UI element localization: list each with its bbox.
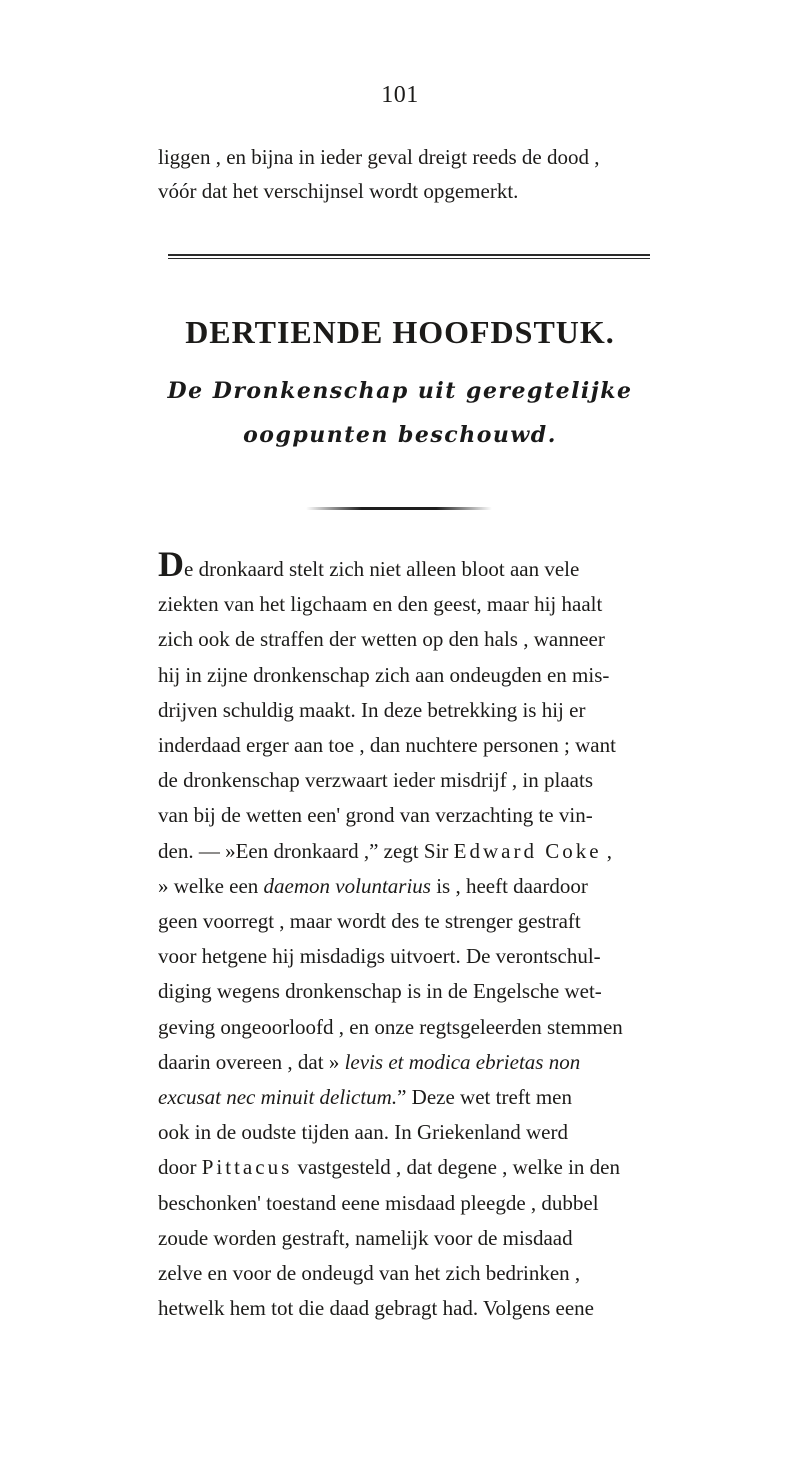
person-name: Edward Coke xyxy=(453,838,602,863)
body-line: beschonken' toestand eene misdaad pleegde , dubbel xyxy=(158,1190,599,1215)
chapter-subtitle-line: oogpunten beschouwd. xyxy=(243,422,557,448)
body-line: inderdaad erger aan toe , dan nuchtere personen ; want xyxy=(158,733,616,758)
body-line-text: vastgesteld , dat degene , welke in den xyxy=(292,1155,620,1180)
body-line: hij in zijne dronkenschap zich aan ondeugden en mis- xyxy=(158,662,610,687)
body-line: voor hetgene hij misdadigs uitvoert. De verontschul- xyxy=(158,944,601,969)
body-line xyxy=(158,869,688,904)
body-line-text: daarin overeen , dat » xyxy=(158,1049,345,1074)
drop-cap: D xyxy=(158,544,184,584)
body-line: zelve en voor de ondeugd van het zich bedrinken , xyxy=(158,1261,581,1286)
body-line: diging wegens dronkenschap is in de Engelsche wet- xyxy=(158,979,602,1004)
body-line: geving ongeoorloofd , en onze regtsgeleerden stemmen xyxy=(158,1014,623,1039)
chapter-title: DERTIENDE HOOFDSTUK. xyxy=(185,314,615,350)
body-line-text: , xyxy=(601,838,613,863)
body-line-text: door xyxy=(158,1155,202,1180)
body-line-text: den. — »Een dronkaard ,” zegt Sir xyxy=(158,838,454,863)
chapter-subtitle-line: De Dronkenschap uit geregtelijke xyxy=(167,378,633,404)
intro-line: vóór dat het verschijnsel wordt opgemerkt. xyxy=(158,179,519,203)
body-line: de dronkenschap verzwaart ieder misdrijf , in plaats xyxy=(158,768,594,793)
body-line-text: ” Deze wet treft men xyxy=(397,1085,572,1110)
latin-phrase: levis et modica ebrietas non xyxy=(344,1049,581,1074)
body-line: ziekten van het ligchaam en den geest, maar hij haalt xyxy=(158,592,603,617)
body-line xyxy=(158,1150,688,1185)
body-line xyxy=(158,834,688,869)
body-line: geen voorregt , maar wordt des te strenger gestraft xyxy=(158,909,581,934)
body-line-text: » welke een xyxy=(158,873,264,898)
person-name: Pittacus xyxy=(201,1155,293,1180)
latin-phrase: daemon voluntarius xyxy=(263,873,431,898)
intro-paragraph xyxy=(158,140,678,208)
chapter-divider-rule xyxy=(168,254,650,259)
body-line-text: is , heeft daardoor xyxy=(430,873,588,898)
ornamental-rule xyxy=(306,507,492,510)
latin-phrase: excusat nec minuit delictum. xyxy=(158,1085,398,1110)
body-line xyxy=(158,1045,688,1080)
body-line: hetwelk hem tot die daad gebragt had. Volgens eene xyxy=(158,1296,595,1321)
page-number: 101 xyxy=(381,82,419,108)
body-line: van bij de wetten een' grond van verzachting te vin- xyxy=(158,803,593,828)
body-line: drijven schuldig maakt. In deze betrekking is hij er xyxy=(158,697,586,722)
body-line: ook in de oudste tijden aan. In Griekenland werd xyxy=(158,1120,568,1145)
body-line xyxy=(158,1080,688,1115)
body-line: zoude worden gestraft, namelijk voor de misdaad xyxy=(158,1225,573,1250)
body-line: zich ook de straffen der wetten op den hals , wanneer xyxy=(158,627,605,652)
intro-line: liggen , en bijna in ieder geval dreigt reeds de dood , xyxy=(158,145,600,169)
body-line-text: e dronkaard stelt zich niet alleen bloot aan vele xyxy=(184,557,580,581)
body-paragraph xyxy=(158,546,688,1326)
body-line xyxy=(158,546,688,587)
